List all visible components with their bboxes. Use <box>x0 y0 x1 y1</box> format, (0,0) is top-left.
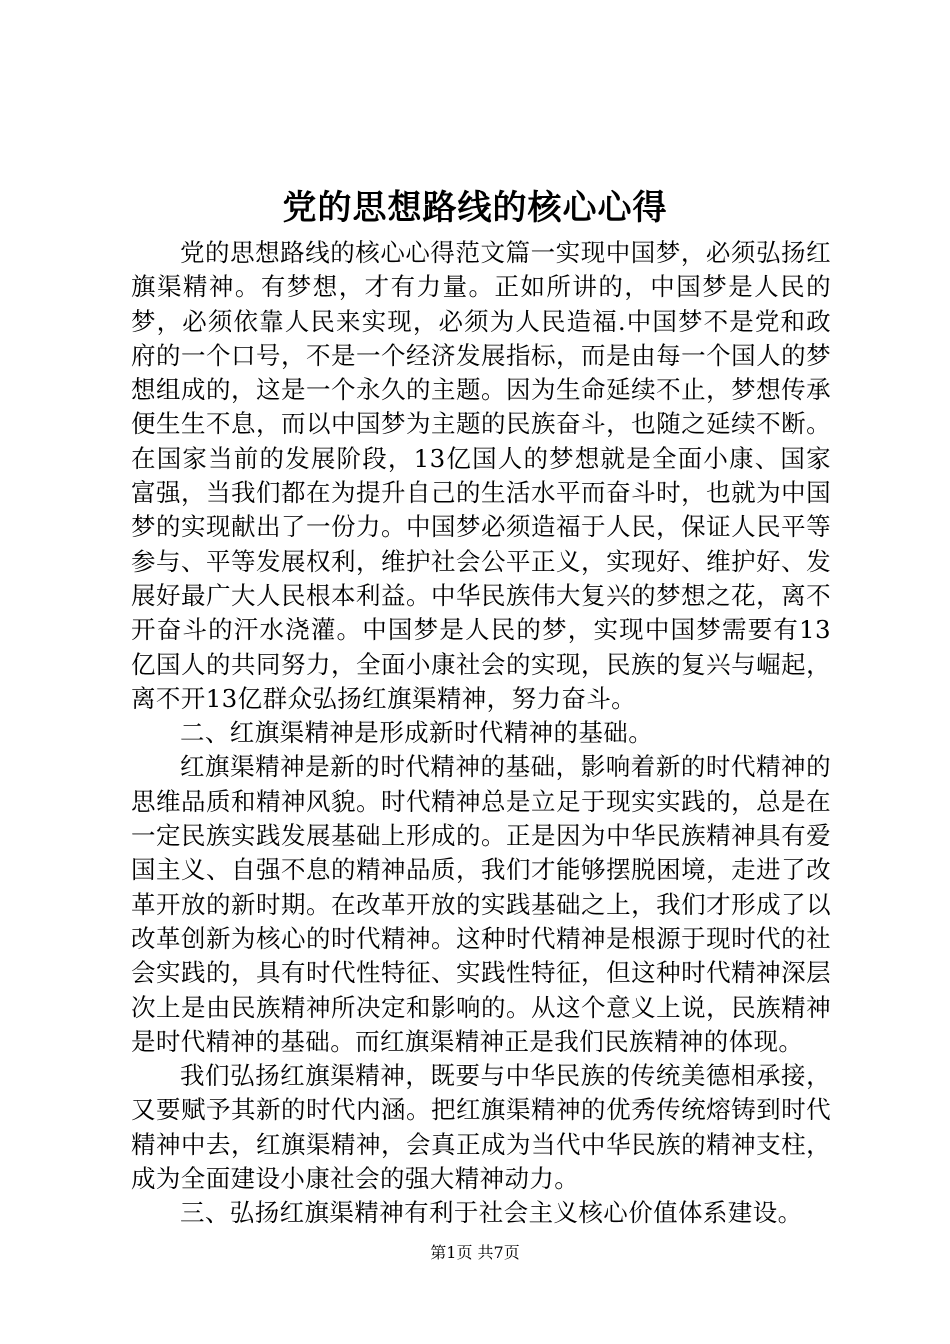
paragraph-1: 党的思想路线的核心心得范文篇一实现中国梦，必须弘扬红旗渠精神。有梦想，才有力量。正如所讲的，中国梦是人民的梦，必须依靠人民来实现，必须为人民造福.中国梦不是党和政府的一个口号，不是一个经济发展指标，而是由每一个国人的梦想组成的，这是一个永久的主题。因为生命延续不止，梦想传承便生生不息，而以中国梦为主题的民族奋斗，也随之延续不断。在国家当前的发展阶段，13亿国人的梦想就是全面小康、国家富强，当我们都在为提升自己的生活水平而奋斗时，也就为中国梦的实现献出了一份力。中国梦必须造福于人民，保证人民平等参与、平等发展权利，维护社会公平正义，实现好、维护好、发展好最广大人民根本利益。中华民族伟大复兴的梦想之花，离不开奋斗的汗水浇灌。中国梦是人民的梦，实现中国梦需要有13亿国人的共同努力，全面小康社会的实现，民族的复兴与崛起，离不开13亿群众弘扬红旗渠精神，努力奋斗。 <box>131 238 831 713</box>
page-footer: 第1页 共7页 <box>430 1243 520 1262</box>
document-title: 党的思想路线的核心心得 <box>282 188 668 228</box>
document-body <box>131 236 831 1231</box>
paragraph-4: 我们弘扬红旗渠精神，既要与中华民族的传统美德相承接，又要赋予其新的时代内涵。把红旗渠精神的优秀传统熔铸到时代精神中去，红旗渠精神，会真正成为当代中华民族的精神支柱，成为全面建设小康社会的强大精神动力。 <box>131 1061 831 1194</box>
paragraph-3: 红旗渠精神是新的时代精神的基础，影响着新的时代精神的思维品质和精神风貌。时代精神总是立足于现实实践的，总是在一定民族实践发展基础上形成的。正是因为中华民族精神具有爱国主义、自强不息的精神品质，我们才能够摆脱困境，走进了改革开放的新时期。在改革开放的实践基础之上，我们才形成了以改革创新为核心的时代精神。这种时代精神是根源于现时代的社会实践的，具有时代性特征、实践性特征，但这种时代精神深层次上是由民族精神所决定和影响的。从这个意义上说，民族精神是时代精神的基础。而红旗渠精神正是我们民族精神的体现。 <box>131 752 831 1056</box>
section-heading-3: 三、弘扬红旗渠精神有利于社会主义核心价值体系建设。 <box>180 1198 803 1228</box>
section-heading-2: 二、红旗渠精神是形成新时代精神的基础。 <box>180 718 654 748</box>
